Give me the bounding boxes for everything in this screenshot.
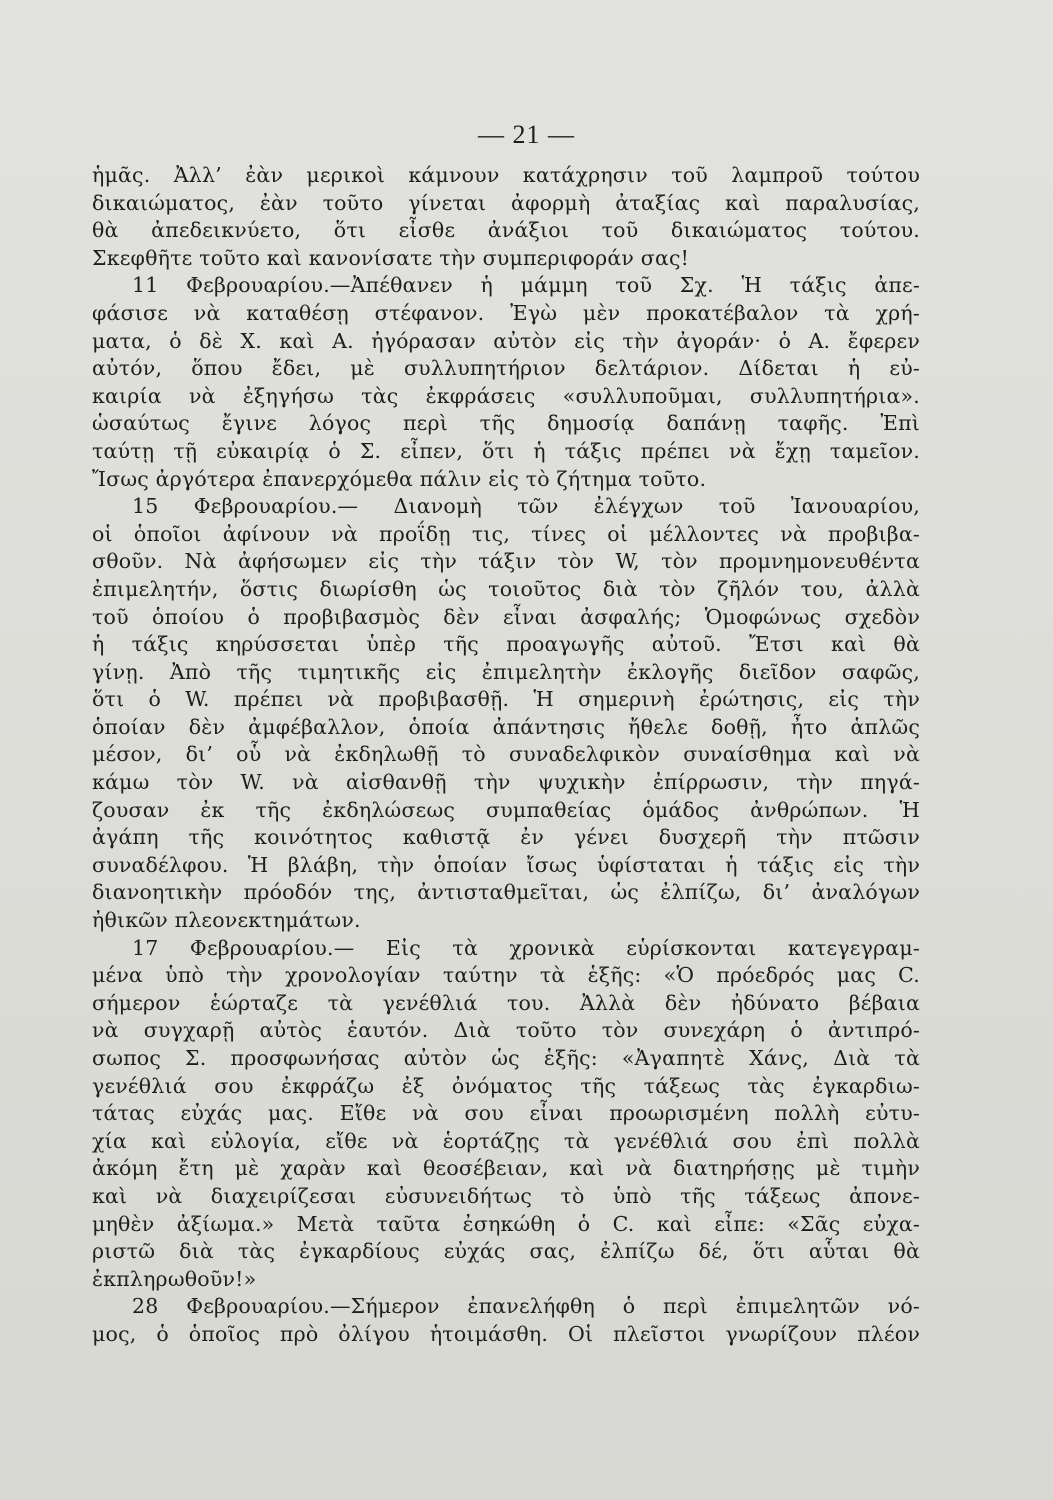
text-line: συναδέλφου. Ἡ βλάβη, τὴν ὁποίαν ἴσως ὑφίσταται ἡ τάξις εἰς τὴν [92, 852, 920, 877]
text-line: μος, ὁ ὁποῖος πρὸ ὀλίγου ἡτοιμάσθη. Οἱ πλεῖστοι γνωρίζουν πλέον [92, 1321, 920, 1346]
text-line: νὰ συγχαρῇ αὐτὸς ἑαυτόν. Διὰ τοῦτο τὸν συνεχάρη ὁ ἀντιπρό- [92, 1018, 920, 1043]
text-line: ὅτι ὁ W. πρέπει νὰ προβιβασθῇ. Ἡ σημερινὴ ἐρώτησις, εἰς τὴν [92, 687, 920, 712]
text-line: χία καὶ εὐλογία, εἴθε νὰ ἑορτάζῃς τὰ γενέθλιά σου ἐπὶ πολλὰ [92, 1128, 920, 1153]
text-line: αὐτόν, ὅπου ἔδει, μὲ συλλυπητήριον δελτάριον. Δίδεται ἡ εὐ- [92, 356, 920, 381]
text-line: σωπος Σ. προσφωνήσας αὐτὸν ὡς ἑξῆς: «Ἀγαπητὲ Χάνς, Διὰ τὰ [92, 1046, 920, 1070]
text-line: 28 Φεβρουαρίου.—Σήμερον ἐπανελήφθη ὁ περὶ ἐπιμελητῶν νό- [132, 1294, 920, 1319]
text-line: οἱ ὁποῖοι ἀφίνουν νὰ προΐδῃ τις, τίνες οἱ μέλλοντες νὰ προβιβα- [92, 521, 920, 546]
text-line: σήμερον ἑώρταζε τὰ γενέθλιά του. Ἀλλὰ δὲν ἠδύνατο βέβαια [92, 990, 920, 1015]
text-line: ἡμᾶς. Ἀλλ’ ἐὰν μερικοὶ κάμνουν κατάχρησιν τοῦ λαμπροῦ τούτου [92, 163, 920, 187]
text-line: ὡσαύτως ἔγινε λόγος περὶ τῆς δημοσίᾳ δαπάνῃ ταφῆς. Ἐπὶ [92, 411, 920, 436]
text-line: γίνῃ. Ἀπὸ τῆς τιμητικῆς εἰς ἐπιμελητὴν ἐκλογῆς διεῖδον σαφῶς, [92, 659, 920, 684]
body-text [92, 162, 920, 1349]
page-number: — 21 — [478, 120, 575, 149]
text-line: θὰ ἀπεδεικνύετο, ὅτι εἶσθε ἀνάξιοι τοῦ δικαιώματος τούτου. [92, 218, 920, 243]
text-line: ματα, ὁ δὲ Χ. καὶ Α. ἠγόρασαν αὐτὸν εἰς τὴν ἀγοράν· ὁ Α. ἔφερεν [92, 328, 920, 353]
text-line: ριστῶ διὰ τὰς ἐγκαρδίους εὐχάς σας, ἐλπίζω δέ, ὅτι αὗται θὰ [92, 1239, 920, 1264]
text-line: ἀκόμη ἔτη μὲ χαρὰν καὶ θεοσέβειαν, καὶ νὰ διατηρήσῃς μὲ τιμὴν [92, 1156, 920, 1181]
text-line: τάτας εὐχάς μας. Εἴθε νὰ σου εἶναι προωρισμένη πολλὴ εὐτυ- [92, 1101, 920, 1126]
text-line: 17 Φεβρουαρίου.— Εἰς τὰ χρονικὰ εὑρίσκονται κατεγεγραμ- [132, 935, 920, 960]
text-line: διανοητικὴν πρόοδόν της, ἀντισταθμεῖται, ὡς ἐλπίζω, δι’ ἀναλόγων [92, 880, 920, 905]
text-line: μέσον, δι’ οὗ νὰ ἐκδηλωθῇ τὸ συναδελφικὸν συναίσθημα καὶ νὰ [92, 742, 920, 767]
text-line: ἐπιμελητήν, ὅστις διωρίσθη ὡς τοιοῦτος διὰ τὸν ζῆλόν του, ἀλλὰ [92, 576, 920, 601]
text-line: ζουσαν ἐκ τῆς ἐκδηλώσεως συμπαθείας ὁμάδος ἀνθρώπων. Ἡ [92, 797, 920, 822]
text-line: 15 Φεβρουαρίου.— Διανομὴ τῶν ἐλέγχων τοῦ Ἰανουαρίου, [132, 494, 920, 519]
text-line: ἡ τάξις κηρύσσεται ὑπὲρ τῆς προαγωγῆς αὐτοῦ. Ἔτσι καὶ θὰ [92, 632, 920, 657]
text-line: καιρία νὰ ἐξηγήσω τὰς ἐκφράσεις «συλλυποῦμαι, συλλυπητήρια». [92, 383, 920, 408]
text-line: φάσισε νὰ καταθέσῃ στέφανον. Ἐγὼ μὲν προκατέβαλον τὰ χρή- [92, 300, 920, 325]
text-line: σθοῦν. Νὰ ἀφήσωμεν εἰς τὴν τάξιν τὸν W, τὸν προμνημονευθέντα [92, 549, 920, 574]
text-line: ἐκπληρωθοῦν!» [92, 1266, 257, 1291]
text-line: ὁποίαν δὲν ἀμφέβαλλον, ὁποία ἀπάντησις ἤθελε δοθῇ, ἦτο ἁπλῶς [92, 714, 920, 739]
text-line: κάμω τὸν W. νὰ αἰσθανθῇ τὴν ψυχικὴν ἐπίρρωσιν, τὴν πηγά- [92, 770, 920, 795]
text-line: μηθὲν ἀξίωμα.» Μετὰ ταῦτα ἐσηκώθη ὁ C. καὶ εἶπε: «Σᾶς εὐχα- [92, 1211, 920, 1236]
text-line: 11 Φεβρουαρίου.—Ἀπέθανεν ἡ μάμμη τοῦ Σχ. Ἡ τάξις ἀπε- [132, 273, 920, 298]
text-line: καὶ νὰ διαχειρίζεσαι εὐσυνειδήτως τὸ ὑπὸ τῆς τάξεως ἀπονε- [92, 1183, 920, 1208]
text-line: τοῦ ὁποίου ὁ προβιβασμὸς δὲν εἶναι ἀσφαλής; Ὁμοφώνως σχεδὸν [92, 604, 920, 629]
text-line: Σκεφθῆτε τοῦτο καὶ κανονίσατε τὴν συμπεριφοράν σας! [92, 245, 690, 270]
text-line: ταύτῃ τῇ εὐκαιρίᾳ ὁ Σ. εἶπεν, ὅτι ἡ τάξις πρέπει νὰ ἔχῃ ταμεῖον. [92, 438, 920, 463]
text-line: μένα ὑπὸ τὴν χρονολογίαν ταύτην τὰ ἑξῆς: «Ὁ πρόεδρός μας C. [92, 963, 920, 988]
text-line: δικαιώματος, ἐὰν τοῦτο γίνεται ἀφορμὴ ἀταξίας καὶ παραλυσίας, [92, 190, 920, 215]
text-line: ἠθικῶν πλεονεκτημάτων. [92, 908, 361, 933]
text-line: γενέθλιά σου ἐκφράζω ἐξ ὀνόματος τῆς τάξεως τὰς ἐγκαρδιω- [92, 1073, 920, 1098]
text-line: ἀγάπη τῆς κοινότητος καθιστᾷ ἐν γένει δυσχερῆ τὴν πτῶσιν [92, 825, 920, 850]
text-line: Ἴσως ἀργότερα ἐπανερχόμεθα πάλιν εἰς τὸ ζήτημα τοῦτο. [92, 466, 707, 491]
